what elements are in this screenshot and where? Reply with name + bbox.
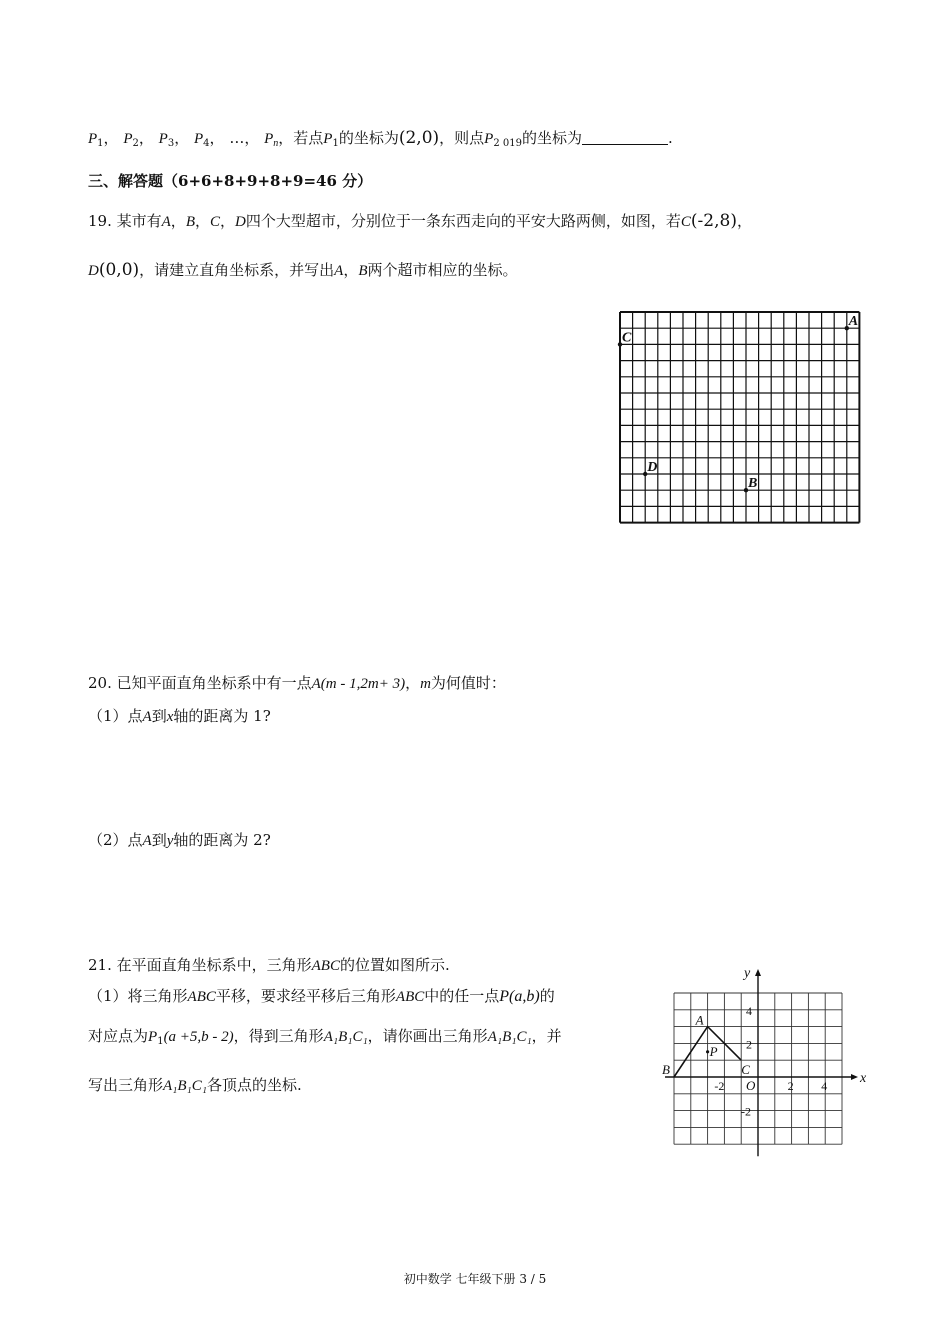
page-footer: 初中数学 七年级下册 3 / 5	[403, 1272, 547, 1286]
q21-intro: 21. 在平面直角坐标系中，三角形ABC的位置如图所示.	[88, 956, 450, 974]
point-label-b: B	[748, 476, 758, 492]
point-label-d: D	[647, 460, 658, 475]
section-title: 三、解答题（6+6+8+9+8+9=46 分）	[88, 172, 373, 190]
y-axis-arrow-icon	[755, 969, 761, 976]
q21-coordinate-grid-figure	[662, 962, 867, 1167]
tick-label-y-2: 2	[746, 1037, 752, 1052]
q18-tail-line: $P_1$， $P_2$， $P_3$， $P_4$， …， $P_n$，若点$P_1$的坐标为(2,0)，则点$P_{2 019}$的坐标为 .	[88, 128, 673, 149]
q20-intro: 20. 已知平面直角坐标系中有一点A(m - 1,2m+ 3)，m为何值时：	[88, 674, 506, 692]
point-label-a: A	[848, 314, 859, 330]
q19-line-2: D(0,0)，请建立直角坐标系，并写出A，B两个超市相应的坐标。	[88, 260, 518, 280]
x-axis-arrow-icon	[851, 1074, 858, 1080]
tick-label-x-4: 4	[821, 1079, 828, 1093]
vertex-label-a: A	[695, 1012, 704, 1028]
point-label-p: P	[709, 1043, 718, 1059]
q19-supermarket-grid-figure	[618, 310, 863, 532]
x-axis-label: x	[860, 1071, 867, 1086]
vertex-label-c: C	[741, 1062, 750, 1078]
tick-label-y-4: 4	[746, 1003, 752, 1018]
q20-part2: （2）点A到y轴的距离为 2?	[88, 831, 271, 849]
tick-label-x-2: 2	[787, 1079, 794, 1093]
origin-label: O	[746, 1078, 756, 1093]
answer-blank	[582, 130, 668, 145]
q20-part1: （1）点A到x轴的距离为 1?	[88, 707, 271, 725]
q21-part1-line3: 写出三角形A₁B₁C₁各顶点的坐标.	[88, 1076, 302, 1094]
tick-label-x-neg2: -2	[714, 1079, 725, 1093]
q21-part1-line1: （1）将三角形ABC平移，要求经平移后三角形ABC中的任一点P(a,b)的	[88, 987, 555, 1005]
q19-line-1: 19. 某市有A，B，C，D四个大型超市，分别位于一条东西走向的平安大路两侧，如图，若C(-2,8)，	[88, 211, 752, 231]
vertex-label-b: B	[662, 1062, 670, 1077]
tick-label-y-neg2: -2	[741, 1104, 751, 1119]
y-axis-label: y	[744, 966, 751, 981]
q21-part1-line2: 对应点为$P_1(a +5,b - 2)$，得到三角形A₁B₁C₁，请你画出三角形A₁B₁C₁，并	[88, 1027, 562, 1047]
point-label-c: C	[622, 330, 632, 346]
